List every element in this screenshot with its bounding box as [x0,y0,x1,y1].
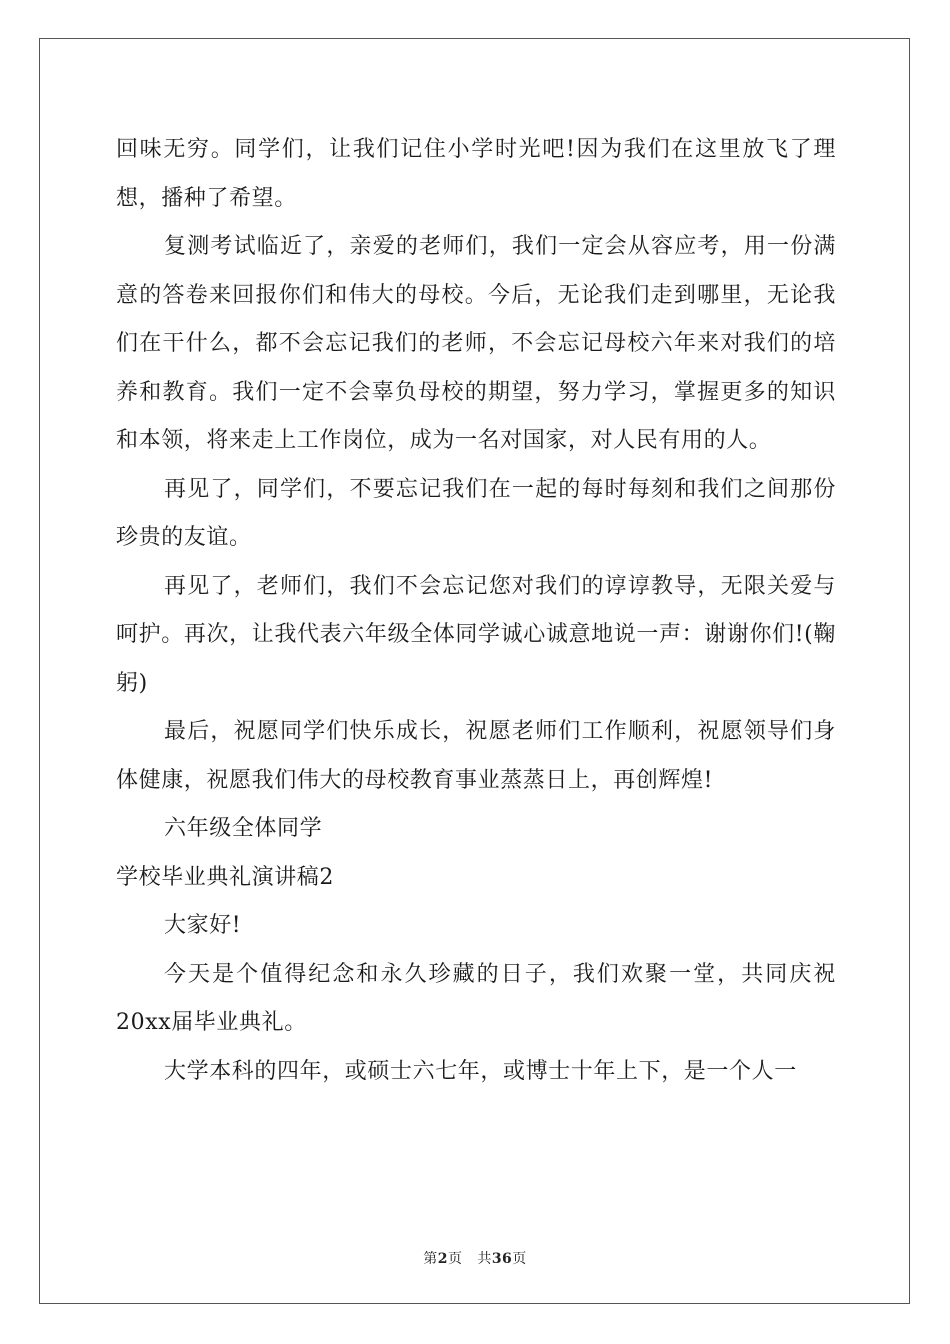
page-suffix: 页 [447,1251,463,1267]
paragraph: 大学本科的四年，或硕士六七年，或博士十年上下，是一个人一 [164,1058,797,1084]
paragraph: 再见了，老师们，我们不会忘记您对我们的谆谆教导，无限关爱与呵护。再次，让我代表六年级全体同学诚心诚意地说一声：谢谢你们!(鞠躬) [116,573,836,696]
paragraph: 复测考试临近了，亲爱的老师们，我们一定会从容应考，用一份满意的答卷来回报你们和伟大的母校。今后，无论我们走到哪里，无论我们在干什么，都不会忘记我们的老师，不会忘记母校六年来对我们的培养和教育。我们一定不会辜负母校的期望，努力学习，掌握更多的知识和本领，将来走上工作岗位，成为一名对国家，对人民有用的人。 [116,234,836,453]
page-footer [0,1248,950,1268]
current-page-number: 2 [437,1251,448,1267]
page-prefix: 第 [423,1251,438,1267]
total-prefix: 共 [477,1251,492,1267]
paragraph: 最后，祝愿同学们快乐成长，祝愿老师们工作顺利，祝愿领导们身体健康，祝愿我们伟大的母校教育事业蒸蒸日上，再创辉煌! [116,719,836,793]
greeting: 大家好! [164,913,242,938]
paragraph: 今天是个值得纪念和永久珍藏的日子，我们欢聚一堂，共同庆祝20xx届毕业典礼。 [116,961,836,1035]
paragraph: 再见了，同学们，不要忘记我们在一起的每时每刻和我们之间那份珍贵的友谊。 [116,476,836,550]
total-page-count: 36 [491,1251,513,1267]
signature-line: 六年级全体同学 [164,816,323,841]
document-body [116,126,836,1096]
total-suffix: 页 [512,1251,527,1267]
section-title: 学校毕业典礼演讲稿2 [116,864,334,890]
paragraph: 回味无穷。同学们，让我们记住小学时光吧!因为我们在这里放飞了理想，播种了希望。 [116,137,836,211]
